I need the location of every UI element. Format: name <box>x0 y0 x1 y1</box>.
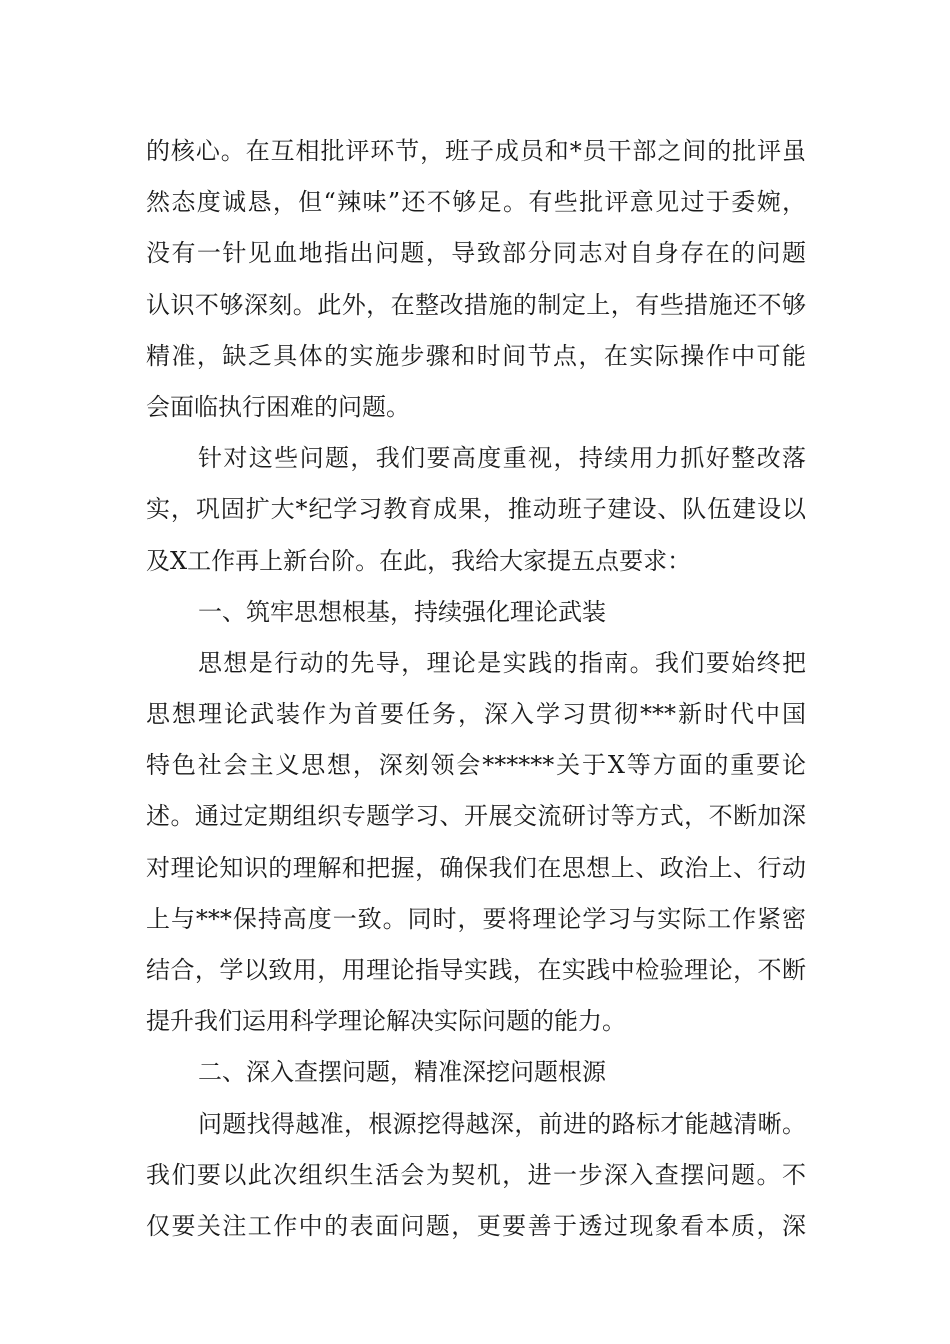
text-line: 精准，缺乏具体的实施步骤和时间节点，在实际操作中可能 <box>146 341 806 370</box>
text-line: 针对这些问题，我们要高度重视，持续用力抓好整改落 <box>198 444 806 473</box>
section-heading-two: 二、深入查摆问题，精准深挖问题根源 <box>198 1058 606 1087</box>
section-heading-one: 一、筑牢思想根基，持续强化理论武装 <box>198 597 606 626</box>
paragraph-criticism-review <box>146 126 806 433</box>
text-line: 思想是行动的先导，理论是实践的指南。我们要始终把 <box>198 648 806 677</box>
text-line: 会面临执行困难的问题。 <box>146 392 410 421</box>
text-line: 思想理论武装作为首要任务，深入学习贯彻***新时代中国 <box>146 700 806 729</box>
text-line: 我们要以此次组织生活会为契机，进一步深入查摆问题。不 <box>146 1160 806 1189</box>
text-line: 然态度诚恳，但“辣味”还不够足。有些批评意见过于委婉， <box>146 188 806 217</box>
text-line: 特色社会主义思想，深刻领会******关于X等方面的重要论 <box>146 751 806 780</box>
text-line: 仅要关注工作中的表面问题，更要善于透过现象看本质，深 <box>146 1211 806 1240</box>
text-line: 没有一针见血地指出问题，导致部分同志对自身存在的问题 <box>146 239 806 268</box>
text-line: 对理论知识的理解和把握，确保我们在思想上、政治上、行动 <box>146 853 806 882</box>
text-line: 认识不够深刻。此外，在整改措施的制定上，有些措施还不够 <box>146 290 806 319</box>
text-line: 及X工作再上新台阶。在此，我给大家提五点要求： <box>146 546 692 575</box>
paragraph-problem-finding <box>146 1099 806 1253</box>
text-line: 问题找得越准，根源挖得越深，前进的路标才能越清晰。 <box>198 1109 806 1138</box>
paragraph-theory-study <box>146 638 806 1048</box>
text-line: 上与***保持高度一致。同时，要将理论学习与实际工作紧密 <box>146 904 806 933</box>
text-line: 提升我们运用科学理论解决实际问题的能力。 <box>146 1007 626 1036</box>
text-line: 述。通过定期组织专题学习、开展交流研讨等方式，不断加深 <box>146 802 806 831</box>
text-line: 的核心。在互相批评环节，班子成员和*员干部之间的批评虽 <box>146 137 806 165</box>
document-body <box>146 126 806 1252</box>
text-line: 实，巩固扩大*纪学习教育成果，推动班子建设、队伍建设以 <box>146 495 806 524</box>
text-line: 结合，学以致用，用理论指导实践，在实践中检验理论，不断 <box>146 956 806 984</box>
paragraph-requirements-intro <box>146 433 806 587</box>
